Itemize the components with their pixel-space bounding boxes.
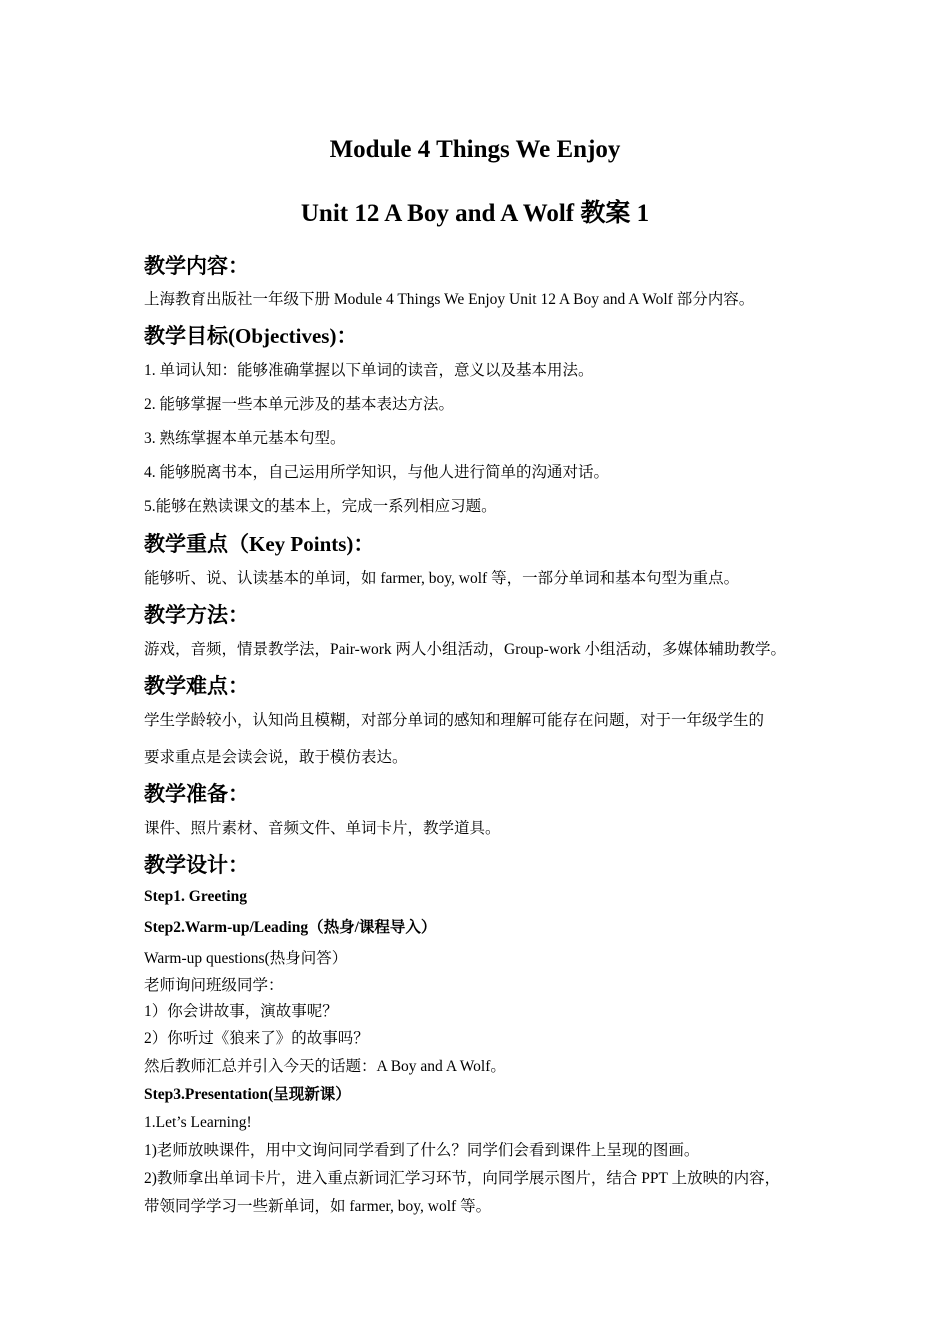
difficulties-text-line2: 要求重点是会读会说，敢于模仿表达。 bbox=[144, 749, 408, 766]
presentation-point-1: 1)老师放映课件，用中文询问同学看到了什么？同学们会看到课件上呈现的图画。 bbox=[144, 1142, 700, 1159]
unit-title: Unit 12 A Boy and A Wolf 教案 1 bbox=[300, 200, 650, 227]
module-title: Module 4 Things We Enjoy bbox=[329, 136, 621, 163]
methods-heading: 教学方法： bbox=[144, 603, 249, 627]
objective-item: 2. 能够掌握一些本单元涉及的基本表达方法。 bbox=[144, 396, 455, 413]
summary-text: 然后教师汇总并引入今天的话题：A Boy and A Wolf。 bbox=[144, 1058, 506, 1075]
step1-label: Step1. Greeting bbox=[144, 888, 248, 905]
objective-item: 4. 能够脱离书本，自己运用所学知识，与他人进行简单的沟通对话。 bbox=[144, 464, 610, 481]
question-1: 1）你会讲故事，演故事呢？ bbox=[144, 1003, 338, 1020]
objective-item: 1. 单词认知：能够准确掌握以下单词的读音，意义以及基本用法。 bbox=[144, 362, 594, 379]
methods-text: 游戏，音频，情景教学法，Pair-work 两人小组活动，Group-work 小组活动，多媒体辅助教学。 bbox=[144, 641, 787, 658]
warmup-label: Warm-up questions(热身问答） bbox=[144, 950, 348, 967]
presentation-point-2-line1: 2)教师拿出单词卡片，进入重点新词汇学习环节，向同学展示图片，结合 PPT 上放映的内容， bbox=[144, 1170, 781, 1187]
objective-item: 5.能够在熟读课文的基本上，完成一系列相应习题。 bbox=[144, 498, 497, 515]
ask-text: 老师询问班级同学： bbox=[144, 977, 284, 994]
lets-learning: 1.Let’s Learning! bbox=[144, 1114, 252, 1131]
key-points-text: 能够听、说、认读基本的单词，如 farmer, boy, wolf 等，一部分单词和基本句型为重点。 bbox=[144, 570, 740, 587]
difficulties-text-line1: 学生学龄较小，认知尚且模糊，对部分单词的感知和理解可能存在问题，对于一年级学生的 bbox=[144, 712, 765, 729]
objectives-heading: 教学目标(Objectives)： bbox=[144, 324, 358, 348]
step2-label: Step2.Warm-up/Leading（热身/课程导入） bbox=[144, 919, 437, 936]
objective-item: 3. 熟练掌握本单元基本句型。 bbox=[144, 430, 346, 447]
question-2: 2）你听过《狼来了》的故事吗？ bbox=[144, 1030, 369, 1047]
step3-label: Step3.Presentation(呈现新课） bbox=[144, 1086, 351, 1103]
preparation-heading: 教学准备： bbox=[144, 782, 249, 806]
content-heading: 教学内容： bbox=[144, 254, 249, 278]
design-heading: 教学设计： bbox=[144, 853, 249, 877]
key-points-heading: 教学重点（Key Points)： bbox=[144, 532, 375, 556]
preparation-text: 课件、照片素材、音频文件、单词卡片，教学道具。 bbox=[144, 820, 501, 837]
presentation-point-2-line2: 带领同学学习一些新单词，如 farmer, boy, wolf 等。 bbox=[144, 1198, 492, 1215]
difficulties-heading: 教学难点： bbox=[144, 674, 249, 698]
content-text: 上海教育出版社一年级下册 Module 4 Things We Enjoy Unit 12 A Boy and A Wolf 部分内容。 bbox=[144, 291, 755, 308]
